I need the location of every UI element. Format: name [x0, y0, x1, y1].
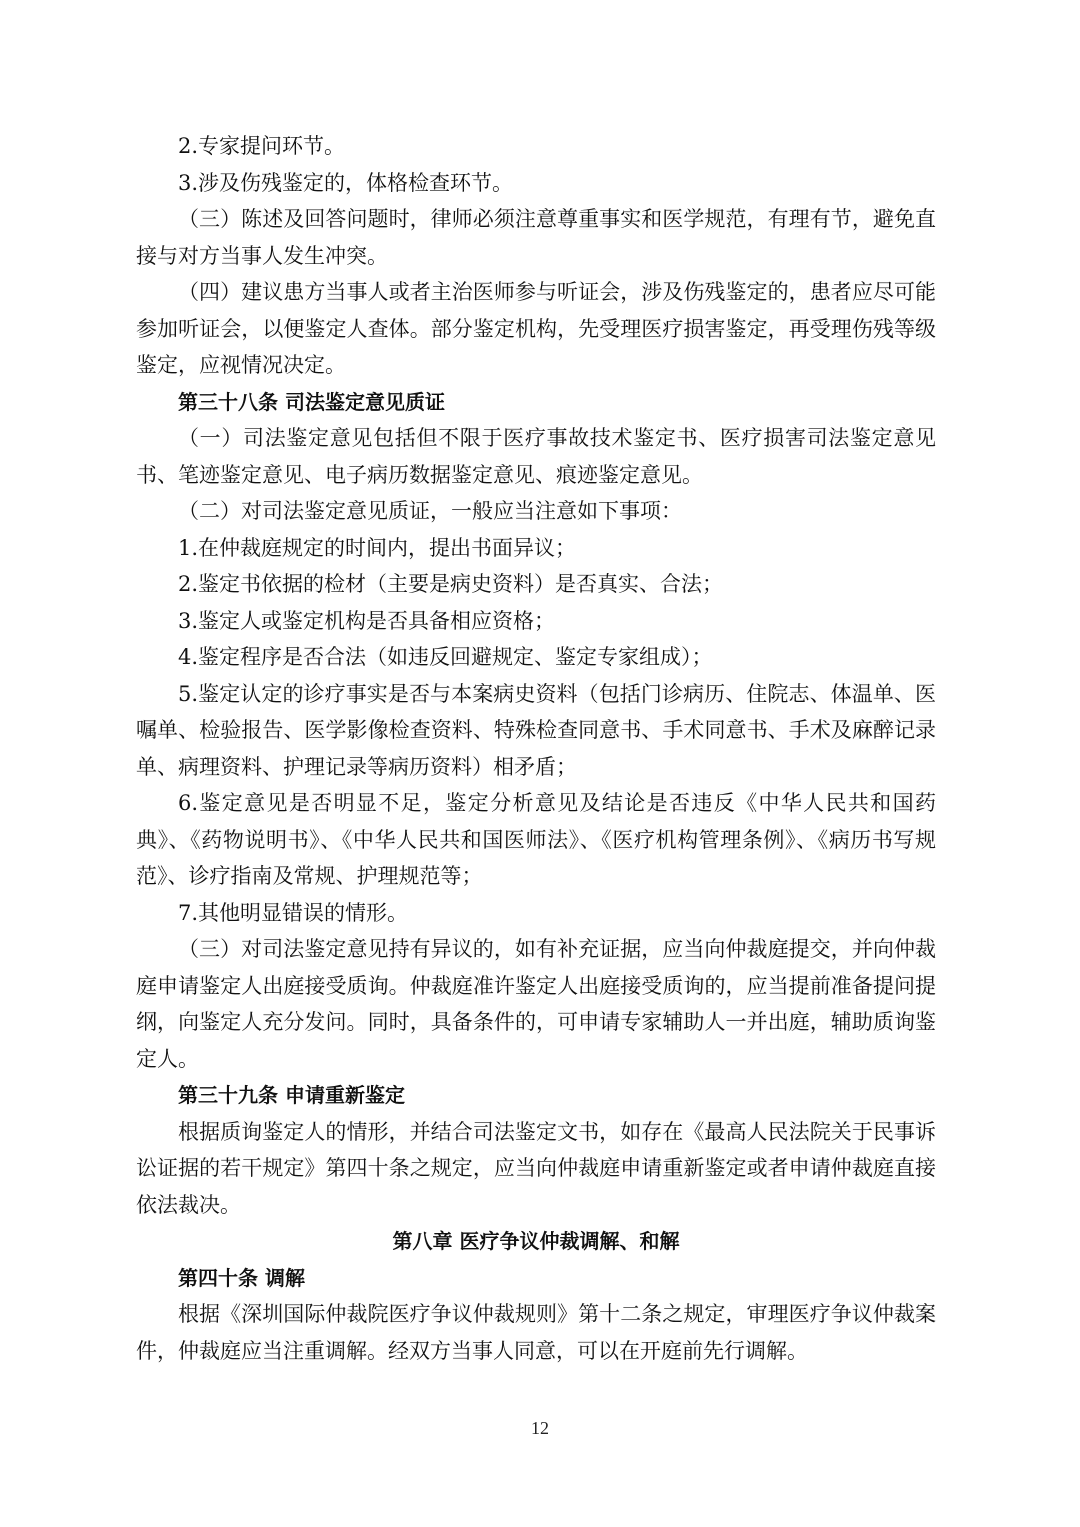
- item-other-errors: 7.其他明显错误的情形。: [178, 900, 409, 925]
- chapter-8-title: 第八章 医疗争议仲裁调解、和解: [392, 1229, 680, 1253]
- item-material-authenticity: 2.鉴定书依据的检材（主要是病史资料）是否真实、合法；: [178, 572, 724, 596]
- article-40-heading: 第四十条 调解: [178, 1265, 305, 1290]
- item-facts-consistency: 5.鉴定认定的诊疗事实是否与本案病史资料（包括门诊病历、住院志、体温单、医嘱单、检验报告、医学影像检查资料、特殊检查同意书、手术同意书、手术及麻醉记录单、病理资料、护理记录等病历资料）相矛盾；: [136, 681, 936, 779]
- item-procedure-legality: 4.鉴定程序是否合法（如违反回避规定、鉴定专家组成）；: [178, 645, 713, 669]
- item-qualification: 3.鉴定人或鉴定机构是否具备相应资格；: [178, 608, 556, 633]
- item-written-objection: 1.在仲裁庭规定的时间内，提出书面异议；: [178, 535, 577, 560]
- page-number: 12: [531, 1418, 549, 1438]
- paragraph-reappraisal: 根据质询鉴定人的情形，并结合司法鉴定文书，如存在《最高人民法院关于民事诉讼证据的若干规定》第四十条之规定，应当向仲裁庭申请重新鉴定或者申请仲裁庭直接依法裁决。: [136, 1119, 936, 1217]
- paragraph-hearing-participation: （四）建议患方当事人或者主治医师参与听证会，涉及伤残鉴定的，患者应尽可能参加听证会，以便鉴定人查体。部分鉴定机构，先受理医疗损害鉴定，再受理伤残等级鉴定，应视情况决定。: [136, 280, 936, 377]
- paragraph-objection-procedure: （三）对司法鉴定意见持有异议的，如有补充证据，应当向仲裁庭提交，并向仲裁庭申请鉴定人出庭接受质询。仲裁庭准许鉴定人出庭接受质询的，应当提前准备提问提纲，向鉴定人充分发问。同时，具备条件的，可申请专家辅助人一并出庭，辅助质询鉴定人。: [136, 937, 936, 1071]
- article-38-heading: 第三十八条 司法鉴定意见质证: [178, 389, 445, 414]
- paragraph-opinion-types: （一）司法鉴定意见包括但不限于医疗事故技术鉴定书、医疗损害司法鉴定意见书、笔迹鉴定意见、电子病历数据鉴定意见、痕迹鉴定意见。: [136, 426, 936, 487]
- item-physical-exam: 3.涉及伤残鉴定的，体格检查环节。: [178, 170, 514, 195]
- item-opinion-sufficiency: 6.鉴定意见是否明显不足，鉴定分析意见及结论是否违反《中华人民共和国药典》、《药物说明书》、《中华人民共和国医师法》、《医疗机构管理条例》、《病历书写规范》、诊疗指南及常规、护理规范等；: [136, 791, 936, 888]
- paragraph-mediation: 根据《深圳国际仲裁院医疗争议仲裁规则》第十二条之规定，审理医疗争议仲裁案件，仲裁庭应当注重调解。经双方当事人同意，可以在开庭前先行调解。: [136, 1302, 936, 1363]
- item-expert-questions: 2.专家提问环节。: [178, 134, 346, 158]
- paragraph-cross-exam-notes: （二）对司法鉴定意见质证，一般应当注意如下事项：: [178, 499, 682, 523]
- article-39-heading: 第三十九条 申请重新鉴定: [178, 1083, 405, 1107]
- paragraph-statement-answers: （三）陈述及回答问题时，律师必须注意尊重事实和医学规范，有理有节，避免直接与对方当事人发生冲突。: [136, 207, 936, 268]
- document-body: [136, 128, 936, 1369]
